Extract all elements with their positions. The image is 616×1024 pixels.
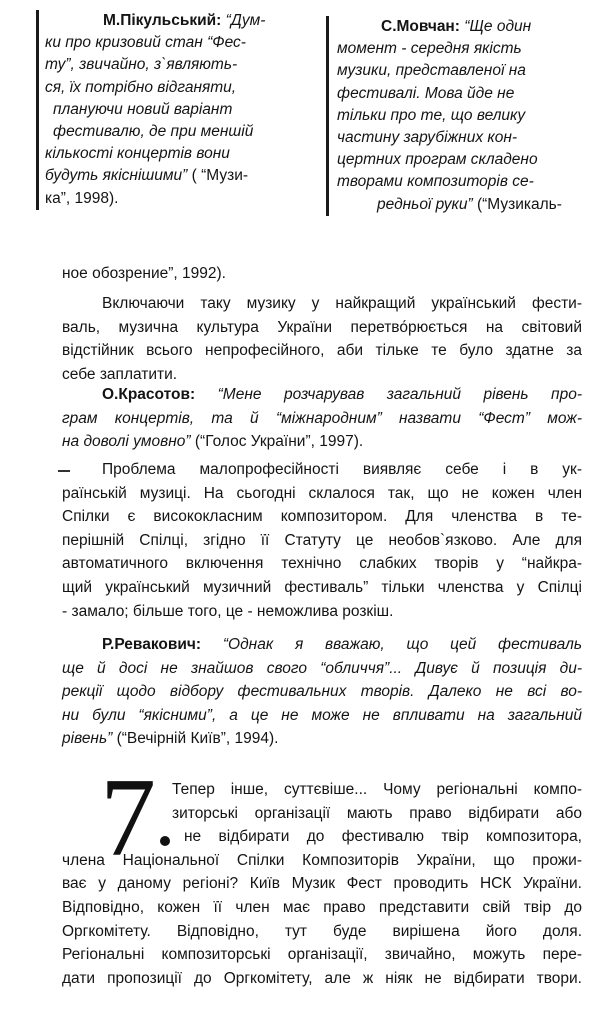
text-line: Відповідно, кожен її член має право представити свій твір до bbox=[62, 898, 582, 916]
text-line: раїнській музиці. На сьогодні склалося так, що не кожен член bbox=[62, 484, 582, 502]
text-line: ває у даному регіоні? Київ Музик Фест проводить НСК України. bbox=[62, 875, 582, 893]
quote-line: цертних програм складено bbox=[337, 151, 538, 169]
quote-line: плануючи новий варіант bbox=[53, 100, 233, 118]
text-line: перішній Спілці, згідно її Статуту це необов`язково. Але для bbox=[62, 531, 582, 549]
quote-continuation: ное обозрение”, 1992). bbox=[62, 265, 226, 282]
section-number: 7 bbox=[100, 756, 156, 880]
paragraph-revakovych bbox=[62, 633, 582, 751]
quote-line: ся, їх потрібно відганяти, bbox=[45, 78, 237, 96]
text-line: Проблема малопрофесійності виявляє себе і в ук- bbox=[102, 461, 582, 478]
quote-line: М.Пікульський: “Дум- bbox=[103, 12, 266, 29]
text-line: дати пропозиції до Оргкомітету, але ж ніяк не відбирати твори. bbox=[62, 969, 582, 987]
text-line: не відбирати до фестивалю твір композитора, bbox=[184, 828, 582, 846]
text-line: валь, музична культура України перетво́рюється на світовий bbox=[62, 318, 582, 336]
quote-line: ту”, звичайно, з`являють- bbox=[45, 56, 238, 74]
text-line: зиторські організації мають право відбирати або bbox=[172, 804, 582, 822]
quote-line: частину зарубіжних кон- bbox=[337, 129, 518, 147]
quote-box-pikulsky bbox=[36, 10, 291, 210]
quote-line: творами композиторів се- bbox=[337, 173, 534, 191]
text-line: відстійник всього непрофесійного, аби тільке те було здатне за bbox=[62, 342, 582, 360]
text-line: ни були “якісними”, а це не може не впливати на загальний bbox=[62, 706, 582, 724]
text-line: Р.Ревакович: “Однак я вважаю, що цей фестиваль bbox=[102, 636, 582, 653]
text-line: Тепер інше, суттєвіше... Чому регіональні компо- bbox=[172, 781, 582, 798]
text-line: Регіональні композиторські організації, звичайно, можуть пере- bbox=[62, 946, 582, 964]
section-7-paragraph bbox=[62, 778, 582, 990]
text-line: Оргкомітету. Відповідно, тут буде вирішена його доля. bbox=[62, 922, 582, 940]
text-line: - замало; більше того, це - неможлива розкіш. bbox=[62, 602, 394, 620]
quote-line: кількості концертів вони bbox=[45, 145, 230, 163]
text-line: рекції щодо відбору фестивальних творів. Далеко не всі во- bbox=[62, 683, 582, 701]
quote-author: О.Красотов: bbox=[102, 386, 196, 403]
quote-author: Р.Ревакович: bbox=[102, 636, 202, 653]
text-line: Включаючи таку музику у найкращий український фести- bbox=[102, 295, 582, 312]
text-line: рівень” (“Вечірній Київ”, 1994). bbox=[62, 730, 279, 748]
text-line: грам концертів, та й “міжнародним” назвати “Фест” мож- bbox=[62, 409, 582, 427]
quote-line: фестивалю, де при меншій bbox=[53, 123, 254, 141]
quote-author: С.Мовчан: bbox=[381, 18, 460, 35]
quote-line: редньої руки” (“Музикаль- bbox=[377, 195, 562, 213]
quote-line: музики, представленої на bbox=[337, 62, 526, 80]
quote-line: тільки про те, що велику bbox=[337, 106, 526, 124]
text-line: щий український музичний фестиваль” тільки членства у Спілці bbox=[62, 578, 582, 596]
text-line: Спілки є висококласним композитором. Для членства в те- bbox=[62, 508, 582, 526]
quote-box-movchan bbox=[326, 16, 599, 216]
paragraph-krasotov bbox=[62, 383, 582, 454]
quote-line: будуть якіснішими” ( “Музи- bbox=[45, 167, 249, 185]
quote-author: М.Пікульський: bbox=[103, 12, 222, 29]
quote-line: ка”, 1998). bbox=[45, 189, 119, 207]
quote-line: фестивалі. Мова йде не bbox=[337, 84, 515, 102]
text-line: О.Красотов: “Мене розчарував загальний рівень про- bbox=[102, 386, 582, 403]
text-line: члена Національної Спілки Композиторів України, що прожи- bbox=[62, 851, 582, 869]
paragraph-3 bbox=[62, 458, 582, 623]
quote-line: момент - середня якість bbox=[337, 40, 522, 58]
text-line: себе заплатити. bbox=[62, 365, 178, 383]
text-line: ще й досі не знайшов свого “обличчя”... Дивує й позиція ди- bbox=[62, 659, 582, 677]
text-line: автоматичного включення технічно слабких творів у “найкра- bbox=[62, 555, 582, 573]
quote-line: С.Мовчан: “Ще один bbox=[381, 18, 532, 35]
paragraph-1 bbox=[62, 292, 582, 386]
text-line: на доволі умовно” (“Голос України”, 1997). bbox=[62, 433, 364, 451]
quote-line: ки про кризовий стан “Фес- bbox=[45, 34, 246, 52]
